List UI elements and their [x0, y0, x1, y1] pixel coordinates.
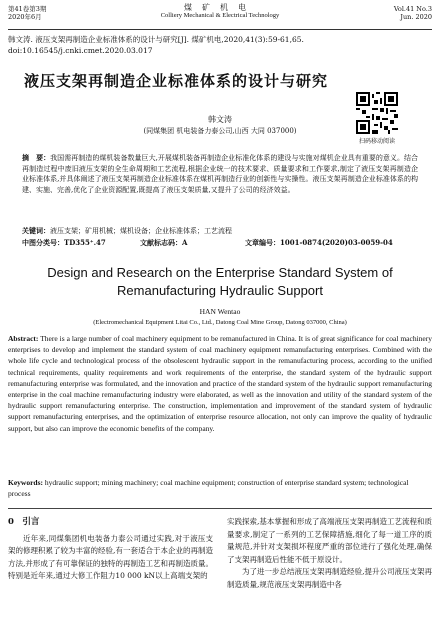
section-heading-introduction: 0 引言 [8, 517, 40, 527]
clc-number: 中图分类号：TD355⁺.47 [22, 238, 106, 247]
keywords-en-text: hydraulic support; mining machinery; coal machine equipment; construction of enterprise standard system; technological process [8, 478, 409, 499]
keywords-cn-label: 关键词： [22, 226, 50, 235]
journal-name-en: Colliery Mechanical & Electrical Technology [160, 12, 280, 19]
abstract-cn [22, 153, 418, 195]
body-column-right [227, 516, 432, 591]
date-en: Jun. 2020 [400, 13, 432, 21]
journal-name [8, 4, 432, 20]
abstract-en-label: Abstract: [8, 334, 39, 343]
journal-header [8, 3, 432, 30]
volume-issue-en: Vol.41 No.3 [393, 5, 432, 13]
document-code: 文献标志码：A [140, 238, 188, 247]
abstract-cn-label: 摘 要： [22, 153, 51, 162]
body-paragraph: 近年来,同煤集团机电装备力泰公司通过实践,对于液压支架的修理积累了较为丰富的经验,有一套适合于本企业的再制造方法,并形成了有可靠保证的独特的再制造工艺和再制造质量。特别是近年来,通过大修工作阻力10 000 kN以上高端支架的 [8, 533, 213, 580]
keywords-en [8, 477, 432, 499]
date-cn: 2020年6月 [8, 13, 42, 21]
citation-line: 韩文涛. 液压支架再制造企业标准体系的设计与研究[J]. 煤矿机电,2020,41(3):59-61,65. doi:10.16545/j.cnki.cmet.2020.03.017 [8, 35, 304, 55]
author-en: HAN Wentao [199, 307, 241, 316]
abstract-en [8, 333, 432, 434]
keywords-cn-text: 液压支架；矿用机械；煤机设备；企业标准体系；工艺流程 [50, 227, 232, 235]
keywords-cn [22, 226, 418, 236]
article-number: 文章编号：1001-0874(2020)03-0059-04 [245, 238, 393, 247]
affiliation-en: (Electromechanical Equipment Litai Co., Ltd., Datong Coal Mine Group, Datong 037000, China) [93, 319, 347, 326]
abstract-en-text: There is a large number of coal machinery equipment to be remanufactured in China. It is of great significance for coal machinery enterprises to develop and implement the standard system of coal machinery equipment remanufacturing enterprises. Combined with the whole life cycle and technological process of the obsolescent hydraulic support in the remanufacturing process, according to the unified technical requirements, quality requirements and work requirements of the enterprise, the standard system of the hydraulic support remanufacturing enterprise was formulated, and the innovation and practice of the standard system of the hydraulic support remanufacturing enterprise in the coal machine remanufacturing industry were elaborated, as well as the innovation and utility of the standard system of the hydraulic support remanufacturing enterprise. The construction, implementation and improvement of the standard system of hydraulic support remanufacturing enterprises, and the optimization of enterprise resource allocation, not only can improve the quality of hydraulic support, but also can improve the economic benefits of the company. [8, 334, 432, 433]
abstract-cn-text: 我国需再制造的煤机装备数量巨大,开展煤机装备再制造企业标准化体系的建设与实施对煤机企业具有重要的意义。结合再制造过程中废旧液压支架的全生命周期和工艺流程,根据企业统一的技术要求、质量要求和工作要求,制定了液压支架再制造企业标准体系,并具体阐述了液压支架再制造企业标准体系在煤机再制造行业的创新性与实操性。液压支架再制造企业标准体系的构建、实施、完善,优化了企业资源配置,既提高了液压支架质量,又提升了公司的经济效益。 [22, 154, 419, 194]
journal-name-cn: 煤矿机电 [184, 3, 256, 12]
keywords-en-label: Keywords: [8, 478, 43, 487]
qr-code-label: 扫码移动阅读 [358, 138, 395, 145]
article-title-cn: 液压支架再制造企业标准体系的设计与研究 [24, 72, 329, 90]
issue-info-right [394, 5, 432, 21]
classification-row [22, 238, 418, 248]
body-paragraph-continued: 实践探索,基本掌握和形成了高端液压支架再制造工艺流程和质量要求,制定了一系列的工艺保障措施,细化了每一道工序的质量规范,并针对支架损坏程度严重的部位进行了强化处理,确保了支架再制造后性能不低于原设计。 [227, 517, 432, 564]
affiliation-cn: (同煤集团 机电装备力泰公司,山西 大同 037000) [143, 127, 297, 135]
volume-issue-cn: 第41卷第3期 [8, 5, 47, 13]
author-cn: 韩文涛 [208, 115, 232, 124]
section-divider [8, 508, 432, 509]
article-title-en: Design and Research on the Enterprise Standard System of Remanufacturing Hydraulic Support [47, 265, 393, 298]
body-column-left [8, 516, 213, 583]
body-paragraph: 为了进一步总结液压支架再制造经验,提升公司液压支架再制造质量,规范液压支架再制造中各 [227, 567, 432, 589]
